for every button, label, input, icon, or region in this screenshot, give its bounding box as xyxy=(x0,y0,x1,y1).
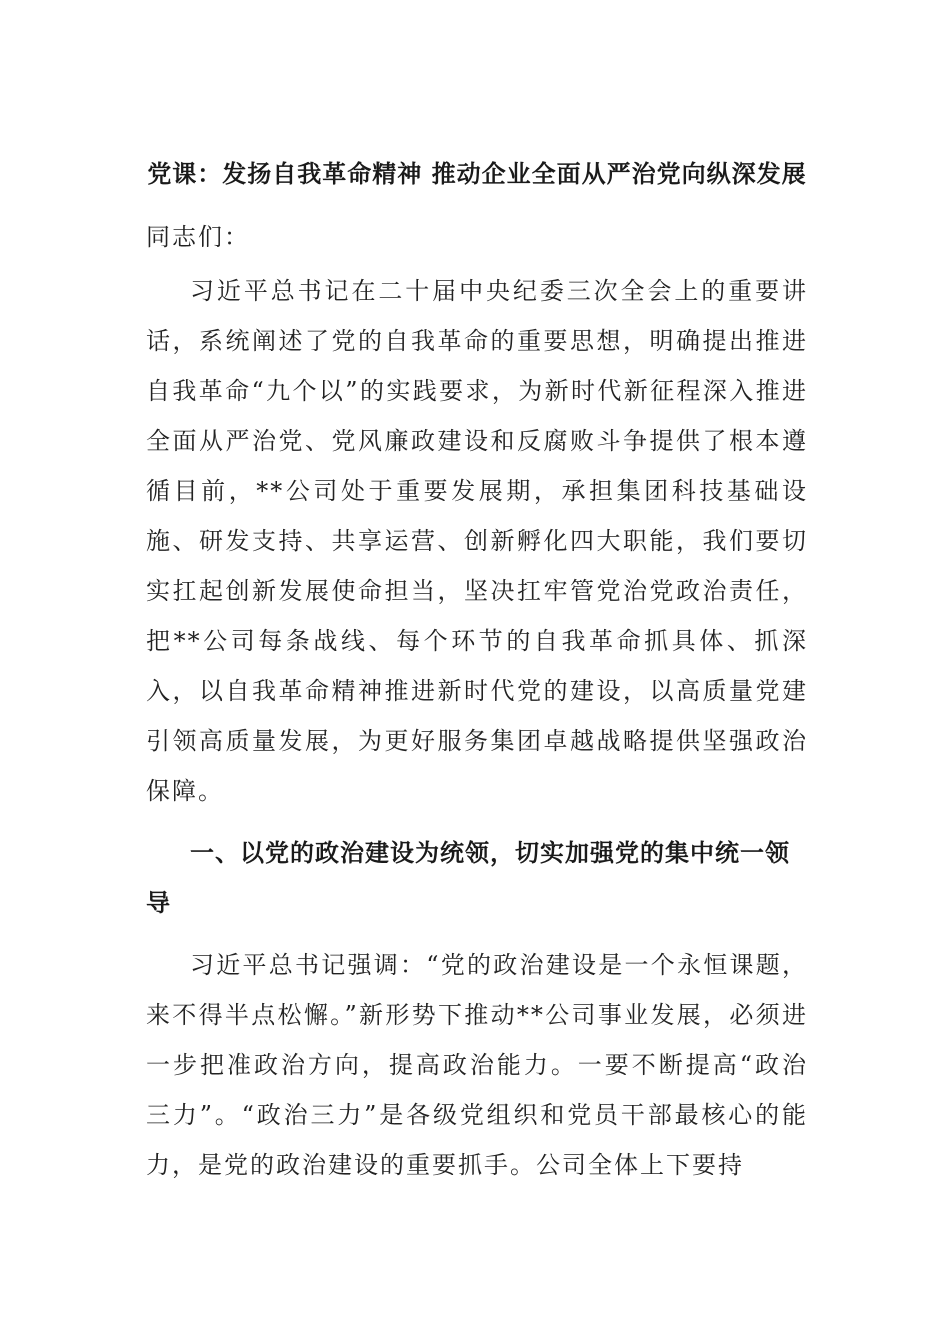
document-title: 党课：发扬自我革命精神 推动企业全面从严治党向纵深发展 xyxy=(147,160,807,188)
document-body xyxy=(146,150,808,1202)
section-heading-1: 一、以党的政治建设为统领，切实加强党的集中统一领导 xyxy=(146,839,790,917)
paragraph-section-1: 习近平总书记强调：“党的政治建设是一个永恒课题，来不得半点松懈。”新形势下推动**公司事业发展，必须进一步把准政治方向，提高政治能力。一要不断提高“政治三力”。“政治三力”是各级党组织和党员干部最核心的能力，是党的政治建设的重要抓手。公司全体上下要持 xyxy=(146,951,808,1179)
salutation: 同志们： xyxy=(146,223,250,251)
paragraph-intro: 习近平总书记在二十届中央纪委三次全会上的重要讲话，系统阐述了党的自我革命的重要思想，明确提出推进自我革命“九个以”的实践要求，为新时代新征程深入推进全面从严治党、党风廉政建设和反腐败斗争提供了根本遵循目前，**公司处于重要发展期，承担集团科技基础设施、研发支持、共享运营、创新孵化四大职能，我们要切实扛起创新发展使命担当，坚决扛牢管党治党政治责任，把**公司每条战线、每个环节的自我革命抓具体、抓深入，以自我革命精神推进新时代党的建设，以高质量党建引领高质量发展，为更好服务集团卓越战略提供坚强政治保障。 xyxy=(146,277,808,805)
